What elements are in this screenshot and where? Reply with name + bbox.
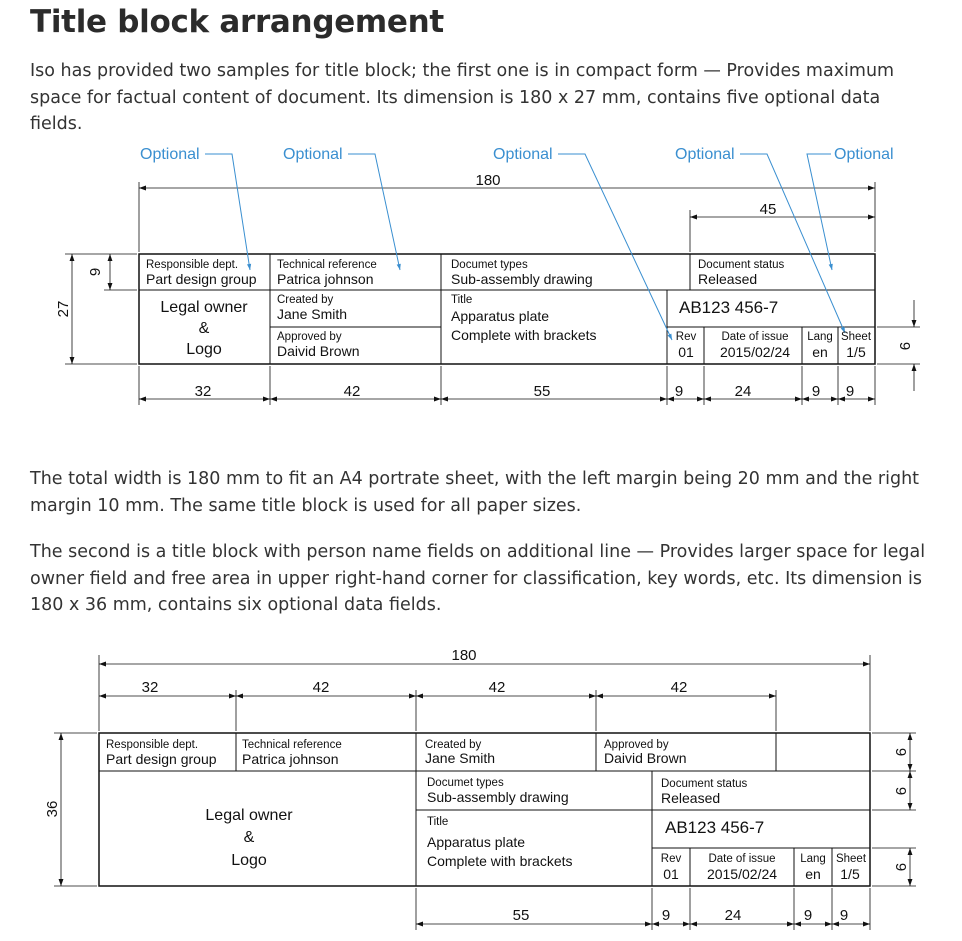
- b2-dim-top-4: 42: [670, 679, 688, 696]
- b2-dim-top-2: 42: [312, 679, 330, 696]
- b2-resp-value: Part design group: [106, 751, 217, 767]
- b1-title-2: Complete with brackets: [451, 327, 597, 343]
- b2-rev-label: Rev: [660, 853, 682, 865]
- b1-rev-value: 01: [678, 344, 694, 360]
- b1-owner-3: Logo: [186, 341, 222, 358]
- dim-w3: 55: [533, 383, 551, 400]
- b2-type-label: Documet types: [427, 777, 504, 789]
- page-title: Title block arrangement: [30, 4, 444, 40]
- b2-dim-b2: 9: [661, 907, 671, 924]
- b1-owner-2: &: [198, 320, 210, 337]
- optional-label-1: Optional: [140, 146, 200, 163]
- b1-doc-id: AB123 456-7: [679, 298, 779, 317]
- block1-fields: [146, 259, 872, 360]
- b2-owner-2: &: [243, 829, 255, 846]
- b2-dim-b4: 9: [803, 907, 813, 924]
- b2-date-label: Date of issue: [708, 853, 776, 865]
- b2-dim-b5: 9: [839, 907, 849, 924]
- dim-w6: 9: [811, 383, 821, 400]
- b2-dim-row-2: 9: [892, 786, 909, 796]
- b2-status-label: Document status: [661, 778, 748, 790]
- b2-dim-row-3: 9: [892, 862, 909, 872]
- b2-lang-value: en: [805, 866, 821, 882]
- optional-label-3: Optional: [493, 146, 553, 163]
- b1-owner-1: Legal owner: [160, 299, 248, 316]
- b1-approved-value: Daivid Brown: [277, 343, 360, 359]
- b2-dim-b3: 24: [724, 907, 742, 924]
- b2-rev-value: 01: [663, 866, 679, 882]
- b2-sheet-value: 1/5: [840, 866, 860, 882]
- b1-status-value: Released: [698, 271, 758, 287]
- b2-resp-label: Responsible dept.: [106, 739, 199, 751]
- dim-w4: 9: [674, 383, 684, 400]
- dim-right: 45: [759, 201, 777, 218]
- b2-approved-label: Approved by: [604, 739, 669, 751]
- b2-tech-value: Patrica johnson: [242, 751, 339, 767]
- b1-title-1: Apparatus plate: [451, 308, 550, 324]
- b2-type-value: Sub-assembly drawing: [427, 789, 569, 805]
- b2-dim-top-1: 32: [141, 679, 159, 696]
- b2-owner-3: Logo: [231, 852, 267, 869]
- b1-created-value: Jane Smith: [277, 306, 348, 322]
- b2-doc-id: AB123 456-7: [665, 818, 765, 837]
- b1-tech-value: Patrica johnson: [277, 271, 374, 287]
- b2-sheet-label: Sheet: [835, 853, 867, 865]
- b1-lang-label: Lang: [807, 331, 833, 343]
- b2-title-2: Complete with brackets: [427, 853, 573, 869]
- b1-title-label: Title: [451, 294, 473, 306]
- b1-rev-label: Rev: [675, 331, 697, 343]
- b1-sheet-value: 1/5: [846, 344, 866, 360]
- b1-resp-label: Responsible dept.: [146, 259, 239, 271]
- b2-dim-total: 180: [451, 647, 477, 664]
- b2-date-value: 2015/02/24: [706, 866, 778, 882]
- optional-label-2: Optional: [283, 146, 343, 163]
- dim-row-left: 9: [87, 267, 104, 277]
- b1-lang-value: en: [812, 344, 828, 360]
- b2-dim-height: 36: [44, 800, 61, 818]
- b2-status-value: Released: [661, 790, 721, 806]
- b2-approved-value: Daivid Brown: [604, 750, 687, 766]
- b2-tech-label: Technical reference: [242, 739, 342, 751]
- second-block-paragraph: The second is a title block with person name fields on additional line — Provides larger space for legal owner field and free area in upper right-hand corner for classification, key words, etc. Its dimension is 180 x 36 mm, contains six optional data fields.: [30, 542, 926, 615]
- optional-label-5: Optional: [834, 146, 894, 163]
- dim-w1: 32: [194, 383, 212, 400]
- block1-dimensions: [65, 182, 920, 405]
- b2-dim-row-1: 9: [892, 747, 909, 757]
- b1-date-label: Date of issue: [721, 331, 789, 343]
- optional-label-4: Optional: [675, 146, 735, 163]
- b2-title-1: Apparatus plate: [427, 834, 526, 850]
- dim-w5: 24: [734, 383, 752, 400]
- b2-created-value: Jane Smith: [425, 750, 496, 766]
- b1-status-label: Document status: [698, 259, 785, 271]
- b1-approved-label: Approved by: [277, 331, 342, 343]
- b2-owner-1: Legal owner: [205, 807, 293, 824]
- b2-title-label: Title: [427, 816, 449, 828]
- b2-lang-label: Lang: [800, 853, 826, 865]
- margin-paragraph: The total width is 180 mm to fit an A4 portrate sheet, with the left margin being 20 mm and the right margin 10 mm. The same title block is used for all paper sizes.: [30, 469, 920, 516]
- b1-type-value: Sub-assembly drawing: [451, 271, 593, 287]
- intro-paragraph: Iso has provided two samples for title block; the first one is in compact form — Provides maximum space for factual content of document. Its dimension is 180 x 27 mm, contains five optional data fields.: [30, 61, 895, 134]
- dim-height: 27: [55, 300, 72, 318]
- b1-created-label: Created by: [277, 294, 334, 306]
- dim-w2: 42: [343, 383, 361, 400]
- optional-labels: [140, 146, 894, 163]
- b2-created-label: Created by: [425, 739, 482, 751]
- b1-tech-label: Technical reference: [277, 259, 377, 271]
- b1-date-value: 2015/02/24: [719, 344, 791, 360]
- dim-row-right: 9: [896, 341, 913, 351]
- dim-w7: 9: [845, 383, 855, 400]
- b1-type-label: Documet types: [451, 259, 528, 271]
- b1-resp-value: Part design group: [146, 271, 257, 287]
- b1-sheet-label: Sheet: [840, 331, 872, 343]
- dim-total: 180: [475, 172, 501, 189]
- b2-dim-top-3: 42: [488, 679, 506, 696]
- b2-dim-b1: 55: [512, 907, 530, 924]
